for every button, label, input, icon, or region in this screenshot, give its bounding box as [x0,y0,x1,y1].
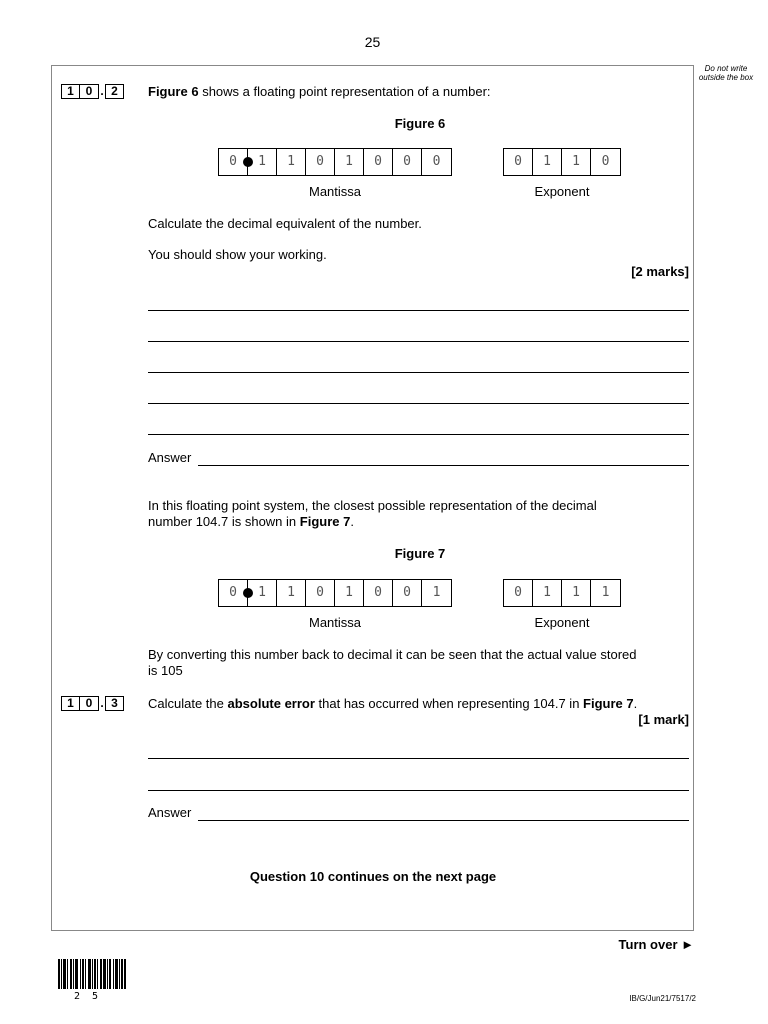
exponent-label: Exponent [534,184,590,199]
exponent-bit: 1 [562,149,591,175]
binary-point-icon [243,157,253,167]
mantissa-bit: 0 [306,580,335,606]
exponent-bit: 0 [504,149,533,175]
mantissa-bit: 0 [219,149,248,175]
figure-6-mantissa [218,148,452,176]
mantissa-bit: 1 [248,580,277,606]
figure-7-mantissa [218,579,452,607]
paper-code: IB/G/Jun21/7517/2 [629,994,696,1003]
barcode-number: 2 5 [74,991,99,1002]
context-text-2: number 104.7 is shown in Figure 7. [148,514,354,529]
mantissa-bit: 0 [393,580,422,606]
q10-3-question: Calculate the absolute error that has occurred when representing 104.7 in Figure 7. [148,696,638,711]
answer-label: Answer [148,450,192,465]
intro-text: shows a floating point representation of a number: [198,84,491,99]
mantissa-bit: 0 [364,580,393,606]
mantissa-bit: 0 [306,149,335,175]
emphasis: absolute error [227,696,315,711]
answer-label: Answer [148,805,192,820]
working-line[interactable] [148,372,689,373]
answer-line[interactable] [198,820,689,821]
working-line[interactable] [148,403,689,404]
answer-line[interactable] [198,465,689,466]
mantissa-bit: 0 [432,154,441,169]
binary-point-icon [243,588,253,598]
figure-7-exponent [503,579,621,607]
qnum-digit: 1 [61,84,80,99]
working-line[interactable] [148,758,689,759]
page-number: 25 [364,34,381,50]
figure-6-exponent [503,148,621,176]
mantissa-bit: 1 [277,580,306,606]
mantissa-bit: 1 [248,149,277,175]
qnum-digit: 0 [80,84,99,99]
context-text-1: In this floating point system, the closest possible representation of the decimal [148,498,597,513]
qnum-digit: 2 [105,84,124,99]
question-number-10-2: 1 0 . 2 [61,82,124,100]
exponent-bit: 1 [533,580,562,606]
q10-2-intro [148,84,491,100]
mantissa-bit: 0 [364,149,393,175]
qnum-digit: 0 [80,696,99,711]
exponent-bit: 1 [601,585,610,600]
instruction-2: You should show your working. [148,247,327,262]
mantissa-bit: 0 [219,580,248,606]
turn-over: Turn over ► [618,937,694,952]
figure-6-title: Figure 6 [394,116,446,131]
exponent-bit: 1 [562,580,591,606]
figure-7-title: Figure 7 [394,546,446,561]
working-line[interactable] [148,790,689,791]
exponent-label: Exponent [534,615,590,630]
instruction-1: Calculate the decimal equivalent of the number. [148,216,422,231]
marks-label: [2 marks] [631,264,689,279]
margin-note: Do not write outside the box [698,64,754,82]
exponent-bit: 0 [504,580,533,606]
working-line[interactable] [148,341,689,342]
exponent-bit: 1 [533,149,562,175]
continues-note: Question 10 continues on the next page [249,869,497,884]
figure-ref: Figure 6 [148,84,199,99]
barcode-icon [58,959,126,989]
mantissa-bit: 1 [432,585,441,600]
context-text-3: By converting this number back to decimal it can be seen that the actual value stored [148,647,637,662]
figure-ref: Figure 7 [299,514,351,529]
mantissa-bit: 1 [335,580,364,606]
qnum-digit: 1 [61,696,80,711]
mantissa-bit: 1 [335,149,364,175]
qnum-digit: 3 [105,696,124,711]
mantissa-label: Mantissa [308,615,362,630]
working-line[interactable] [148,310,689,311]
exponent-bit: 0 [601,154,610,169]
mantissa-label: Mantissa [308,184,362,199]
figure-ref: Figure 7 [583,696,634,711]
marks-label: [1 mark] [638,712,689,727]
mantissa-bit: 1 [277,149,306,175]
question-number-10-3: 1 0 . 3 [61,694,124,712]
working-line[interactable] [148,434,689,435]
context-text-4: is 105 [148,663,183,678]
mantissa-bit: 0 [393,149,422,175]
